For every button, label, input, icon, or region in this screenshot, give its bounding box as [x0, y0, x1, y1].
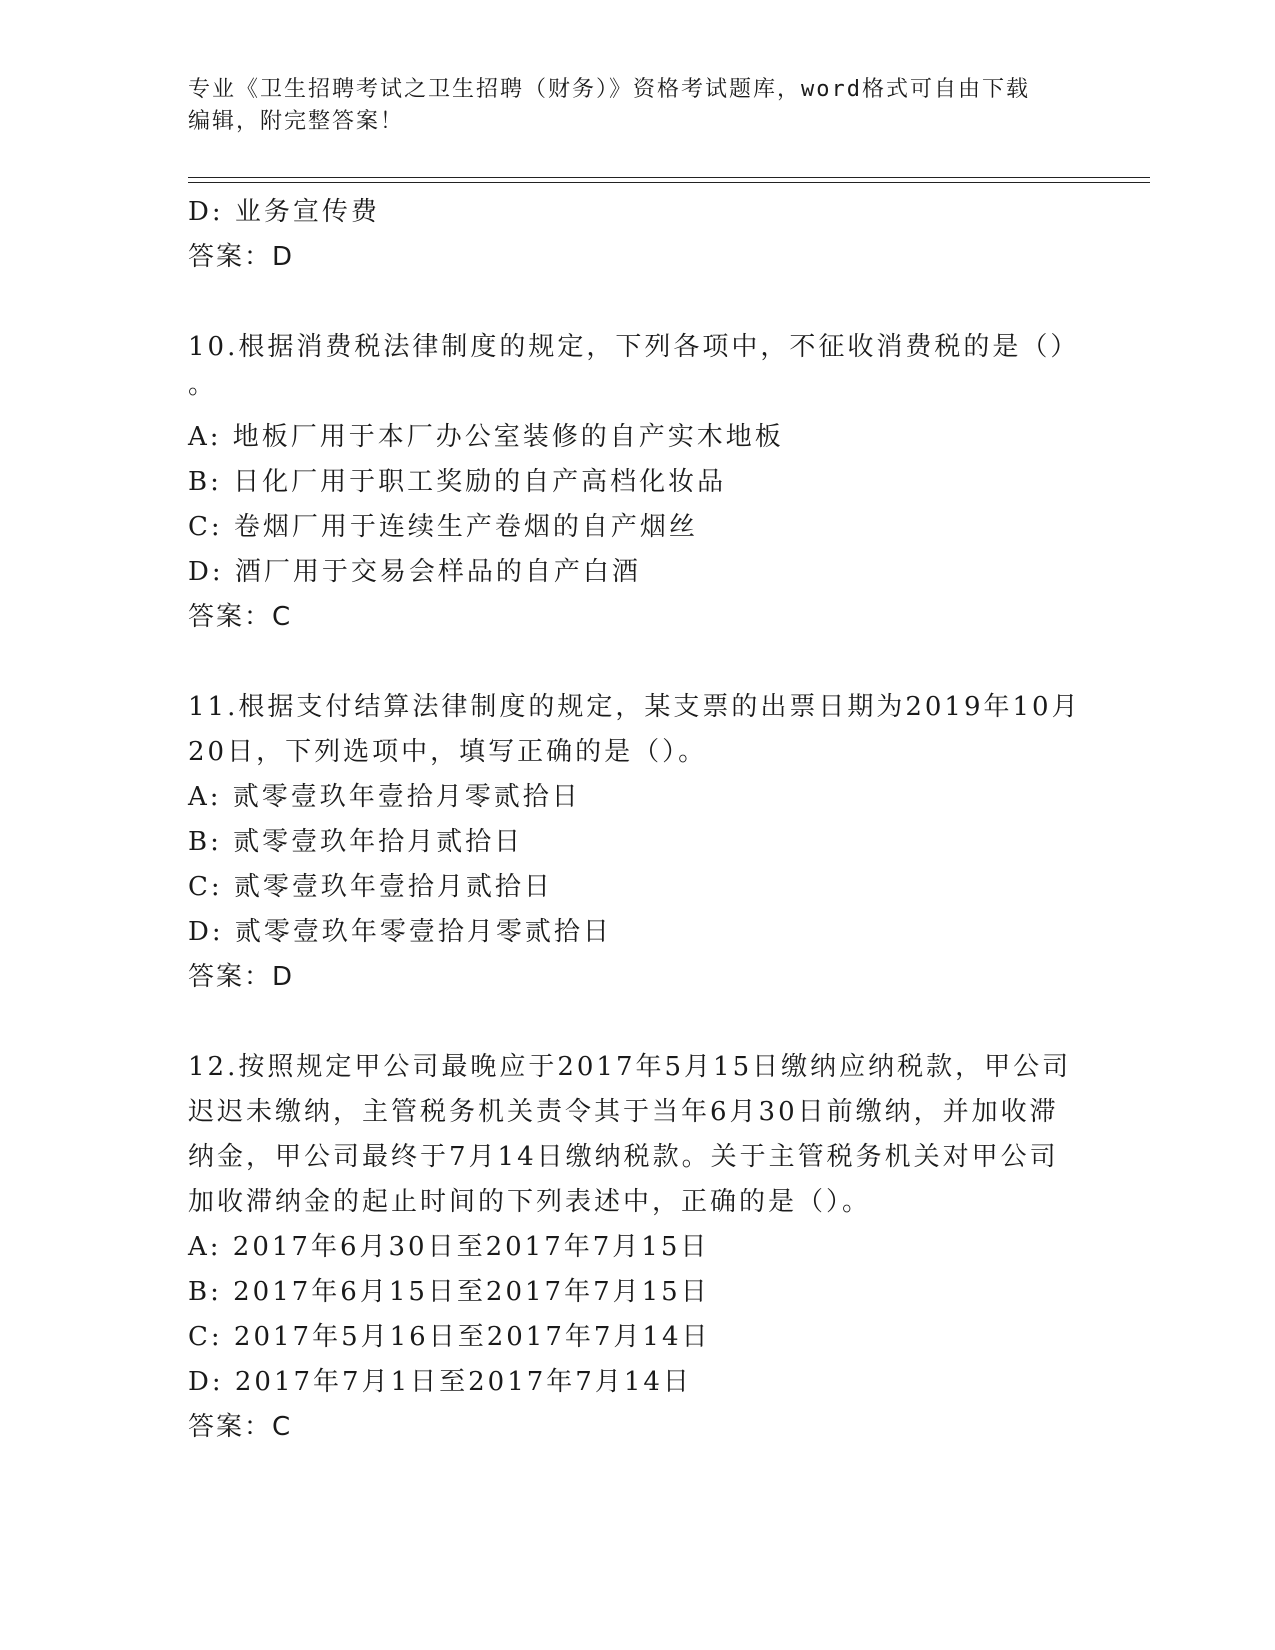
page-header — [188, 74, 1068, 138]
prev-answer: 答案：D — [188, 242, 295, 272]
q11-option-c: C: 贰零壹玖年壹拾月贰拾日 — [188, 872, 553, 902]
q12-option-a: A: 2017年6月30日至2017年7月15日 — [188, 1232, 710, 1262]
q10-option-a: A: 地板厂用于本厂办公室装修的自产实木地板 — [188, 422, 784, 452]
q11-stem-line-1: 11.根据支付结算法律制度的规定，某支票的出票日期为2019年10月 — [188, 692, 1081, 722]
q12-stem-line-4: 加收滞纳金的起止时间的下列表述中，正确的是（）。 — [188, 1187, 872, 1217]
q10-option-c: C: 卷烟厂用于连续生产卷烟的自产烟丝 — [188, 512, 698, 542]
q12-answer: 答案：C — [188, 1412, 293, 1442]
q12-option-b: B: 2017年6月15日至2017年7月15日 — [188, 1277, 710, 1307]
q11-answer: 答案：D — [188, 962, 295, 992]
q11-option-d: D: 贰零壹玖年零壹拾月零贰拾日 — [188, 917, 612, 947]
q12-option-d: D: 2017年7月1日至2017年7月14日 — [188, 1367, 692, 1397]
header-divider-top — [188, 177, 1150, 178]
q12-stem-line-2: 迟迟未缴纳，主管税务机关责令其于当年6月30日前缴纳，并加收滞 — [188, 1097, 1059, 1127]
header-divider-bottom — [188, 182, 1150, 183]
q12-stem-line-3: 纳金，甲公司最终于7月14日缴纳税款。关于主管税务机关对甲公司 — [188, 1142, 1059, 1172]
q11-option-a: A: 贰零壹玖年壹拾月零贰拾日 — [188, 782, 581, 812]
q10-stem-line-1: 10.根据消费税法律制度的规定，下列各项中，不征收消费税的是（） — [188, 332, 1080, 362]
header-line-1: 专业《卫生招聘考试之卫生招聘（财务）》资格考试题库，word格式可自由下载 — [188, 77, 1030, 102]
q12-stem-line-1: 12.按照规定甲公司最晚应于2017年5月15日缴纳应纳税款，甲公司 — [188, 1052, 1072, 1082]
q11-option-b: B: 贰零壹玖年拾月贰拾日 — [188, 827, 524, 857]
q11-stem-line-2: 20日，下列选项中，填写正确的是（）。 — [188, 737, 708, 767]
question-content — [188, 190, 1088, 1450]
spacer — [188, 280, 1088, 325]
prev-option-d: D: 业务宣传费 — [188, 197, 380, 227]
spacer — [188, 640, 1088, 685]
header-line-2: 编辑，附完整答案！ — [188, 109, 405, 134]
q12-option-c: C: 2017年5月16日至2017年7月14日 — [188, 1322, 711, 1352]
q10-option-d: D: 酒厂用于交易会样品的自产白酒 — [188, 557, 641, 587]
q10-option-b: B: 日化厂用于职工奖励的自产高档化妆品 — [188, 467, 727, 497]
q10-answer: 答案：C — [188, 602, 293, 632]
spacer — [188, 1000, 1088, 1045]
q10-stem-line-2: 。 — [188, 370, 218, 400]
